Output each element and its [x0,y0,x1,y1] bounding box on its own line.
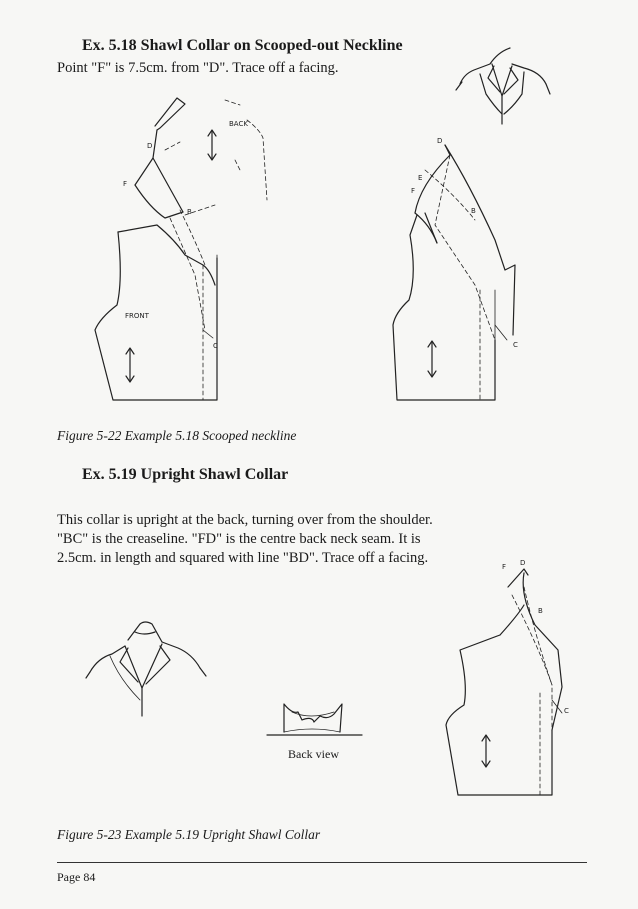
instruction-5-19-line-1: This collar is upright at the back, turning over from the shoulder. [57,512,433,528]
label-d: D [147,142,153,150]
upright-collar-pattern [440,555,600,805]
instruction-5-19-line-3: 2.5cm. in length and squared with line "BD". Trace off a facing. [57,550,429,566]
instruction-5-18: Point "F" is 7.5cm. from "D". Trace off a facing. [57,60,339,76]
footer-divider [57,862,587,863]
back-view-sketch [262,690,372,740]
section-heading-5-19: Ex. 5.19 Upright Shawl Collar [82,466,289,483]
label-back: BACK [229,120,248,128]
upright-collar-front-sketch [80,610,220,720]
label-c-right: C [513,341,518,349]
label-b-fig23: B [538,607,543,615]
back-view-label: Back view [288,747,339,761]
label-c: C [213,342,218,350]
figure-caption-5-23: Figure 5-23 Example 5.19 Upright Shawl Collar [57,827,321,842]
label-front: FRONT [125,312,149,320]
page-number: Page 84 [57,870,96,884]
label-b-right: B [471,207,476,215]
figure-caption-5-22: Figure 5-22 Example 5.18 Scooped neckline [57,428,297,443]
label-f-fig23: F [502,563,507,571]
scooped-neckline-left-pattern [85,90,295,410]
label-b: B [187,208,192,216]
label-d-fig23: D [520,559,526,567]
instruction-5-19-line-2: "BC" is the creaseline. "FD" is the centre back neck seam. It is [57,531,421,547]
scooped-neckline-right-facing [375,125,555,410]
shawl-collar-sketch-top [452,44,557,129]
label-f-right: F [411,187,416,195]
label-c-fig23: C [564,707,569,715]
label-e-right: E [418,174,423,182]
label-d-right: D [437,137,443,145]
label-f: F [123,180,128,188]
section-heading-5-18: Ex. 5.18 Shawl Collar on Scooped-out Neckline [82,37,403,54]
